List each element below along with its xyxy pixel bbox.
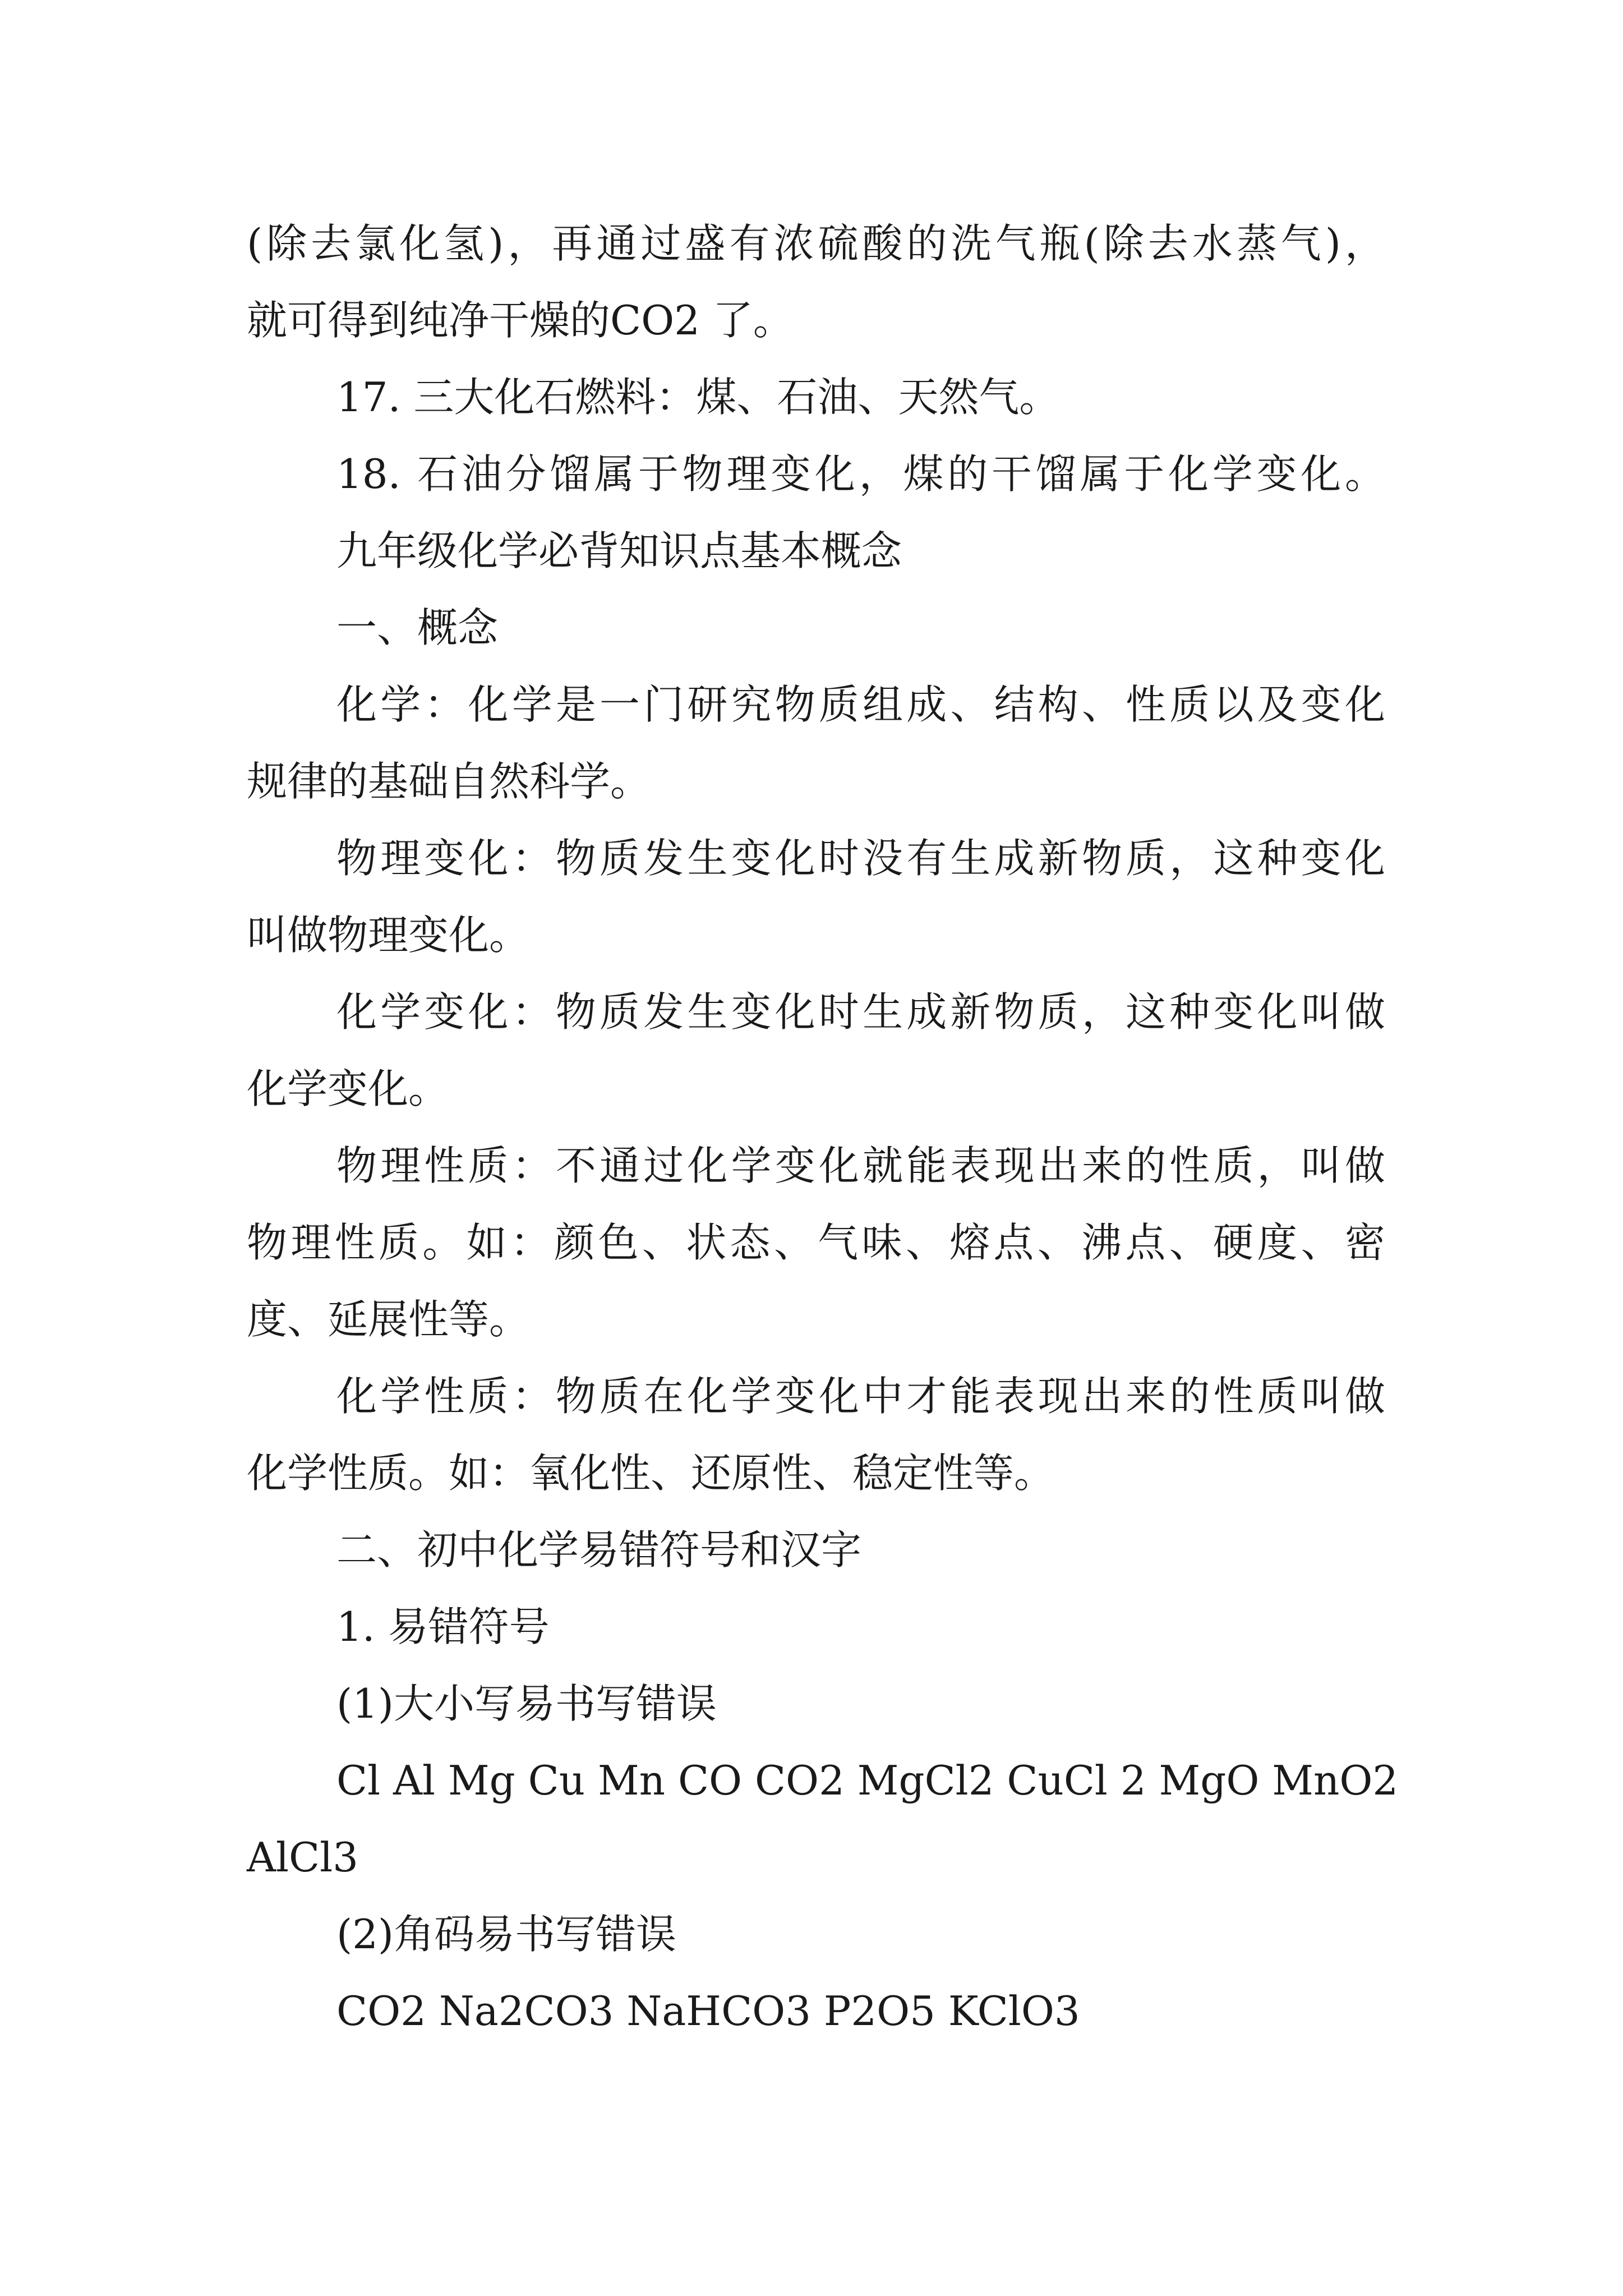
formula-line-case: Cl Al Mg Cu Mn CO CO2 MgCl2 CuCl 2 MgO MnO2 bbox=[336, 1757, 1399, 1804]
definition-chemistry: 化学：化学是一门研究物质组成、结构、性质以及变化 bbox=[336, 681, 1385, 728]
definition-physical-property-cont: 物理性质。如：颜色、状态、气味、熔点、沸点、硬度、密 bbox=[247, 1219, 1385, 1266]
definition-chemical-property: 化学性质：物质在化学变化中才能表现出来的性质叫做 bbox=[336, 1373, 1385, 1420]
item-heading-symbols: 1. 易错符号 bbox=[336, 1603, 550, 1650]
definition-physical-property: 物理性质：不通过化学变化就能表现出来的性质，叫做 bbox=[336, 1142, 1385, 1189]
definition-chemical-change-cont: 化学变化。 bbox=[247, 1065, 449, 1112]
list-item-18: 18. 石油分馏属于物理变化，煤的干馏属于化学变化。 bbox=[336, 450, 1385, 498]
subsection-heading-symbols: 二、初中化学易错符号和汉字 bbox=[336, 1526, 862, 1573]
formula-line-subscript: CO2 Na2CO3 NaHCO3 P2O5 KClO3 bbox=[336, 1987, 1080, 2035]
text-line: 就可得到纯净干燥的CO2 了。 bbox=[247, 297, 794, 344]
definition-chemistry-cont: 规律的基础自然科学。 bbox=[247, 758, 651, 805]
definition-chemical-property-cont: 化学性质。如：氧化性、还原性、稳定性等。 bbox=[247, 1450, 1055, 1497]
definition-physical-change-cont: 叫做物理变化。 bbox=[247, 912, 530, 959]
item-heading-case: (1)大小写易书写错误 bbox=[336, 1680, 717, 1727]
definition-chemical-change: 化学变化：物质发生变化时生成新物质，这种变化叫做 bbox=[336, 988, 1385, 1036]
item-heading-subscript: (2)角码易书写错误 bbox=[336, 1911, 676, 1958]
definition-physical-change: 物理变化：物质发生变化时没有生成新物质，这种变化 bbox=[336, 835, 1385, 882]
section-heading: 九年级化学必背知识点基本概念 bbox=[336, 527, 902, 574]
document-body bbox=[247, 205, 1399, 2050]
definition-physical-property-end: 度、延展性等。 bbox=[247, 1296, 530, 1343]
text-line: (除去氯化氢)，再通过盛有浓硫酸的洗气瓶(除去水蒸气)， bbox=[247, 220, 1385, 267]
subsection-heading-concepts: 一、概念 bbox=[336, 604, 499, 651]
formula-line-case-cont: AlCl3 bbox=[247, 1834, 358, 1881]
list-item-17: 17. 三大化石燃料：煤、石油、天然气。 bbox=[336, 374, 1060, 421]
